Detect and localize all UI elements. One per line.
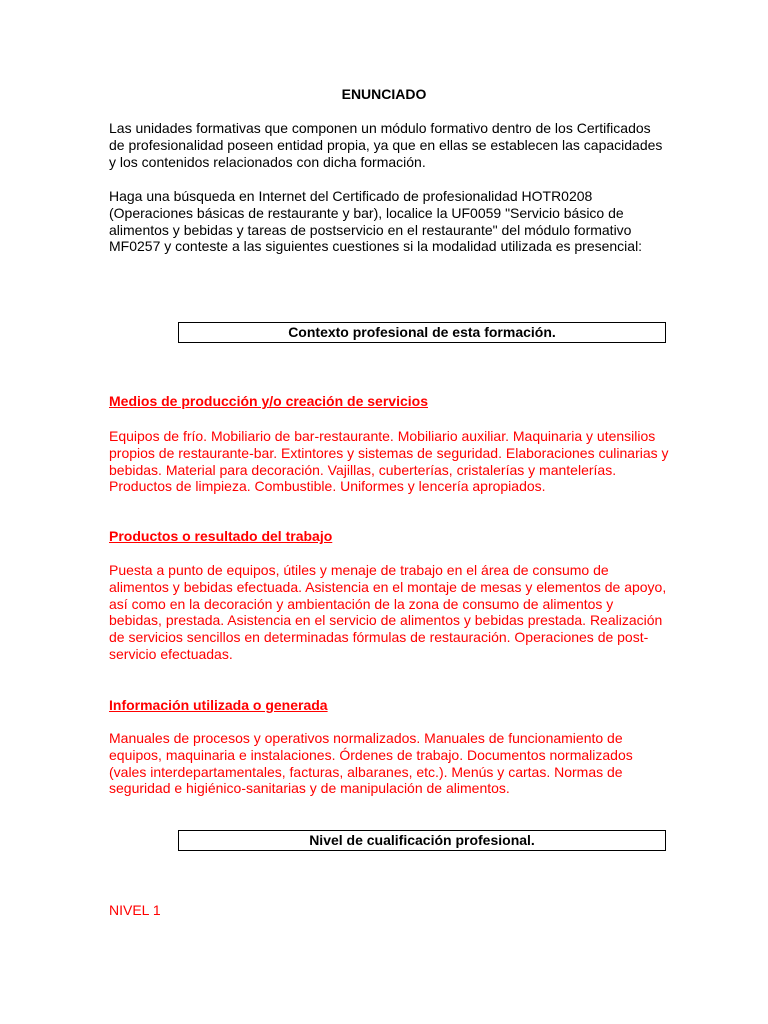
intro-paragraph: Las unidades formativas que componen un módulo formativo dentro de los Certificados de profesionalidad poseen entidad propia, ya que en ellas se establecen las capacidades y los contenidos relacionados con dicha formación.: [109, 120, 663, 170]
section-heading-productos: Productos o resultado del trabajo: [109, 528, 333, 544]
section-heading-medios: Medios de producción y/o creación de servicios: [109, 393, 428, 409]
task-paragraph: Haga una búsqueda en Internet del Certificado de profesionalidad HOTR0208 (Operaciones básicas de restaurante y bar), localice la UF0059 "Servicio básico de alimentos y bebidas y tareas de postservicio en el restaurante" del módulo formativo MF0257 y conteste a las siguientes cuestiones si la modalidad utilizada es presencial:: [109, 188, 643, 255]
level-box: Nivel de cualificación profesional.: [178, 830, 666, 851]
level-answer: NIVEL 1: [109, 902, 161, 918]
page-title: ENUNCIADO: [341, 86, 427, 102]
section-heading-informacion: Información utilizada o generada: [109, 697, 328, 713]
section-body-productos: Puesta a punto de equipos, útiles y menaje de trabajo en el área de consumo de alimentos y bebidas efectuada. Asistencia en el montaje de mesas y elementos de apoyo, así como en la decoración y ambientación de la zona de consumo de alimentos y bebidas, prestada. Asistencia en el servicio de alimentos y bebidas prestada. Realización de servicios sencillos en determinadas fórmulas de restauración. Operaciones de post- servicio efectuadas.: [109, 562, 667, 662]
section-body-medios: Equipos de frío. Mobiliario de bar-restaurante. Mobiliario auxiliar. Maquinaria y utensilios propios de restaurante-bar. Extintores y sistemas de seguridad. Elaboraciones culinarias y bebidas. Material para decoración. Vajillas, cuberterías, cristalerías y mantelerías. Productos de limpieza. Combustible. Uniformes y lencería apropiados.: [109, 428, 669, 495]
section-body-informacion: Manuales de procesos y operativos normalizados. Manuales de funcionamiento de equipos, maquinaria e instalaciones. Órdenes de trabajo. Documentos normalizados (vales interdepartamentales, facturas, albaranes, etc.). Menús y cartas. Normas de seguridad e higiénico-sanitarias y de manipulación de alimentos.: [109, 730, 633, 797]
context-box: Contexto profesional de esta formación.: [178, 322, 666, 343]
